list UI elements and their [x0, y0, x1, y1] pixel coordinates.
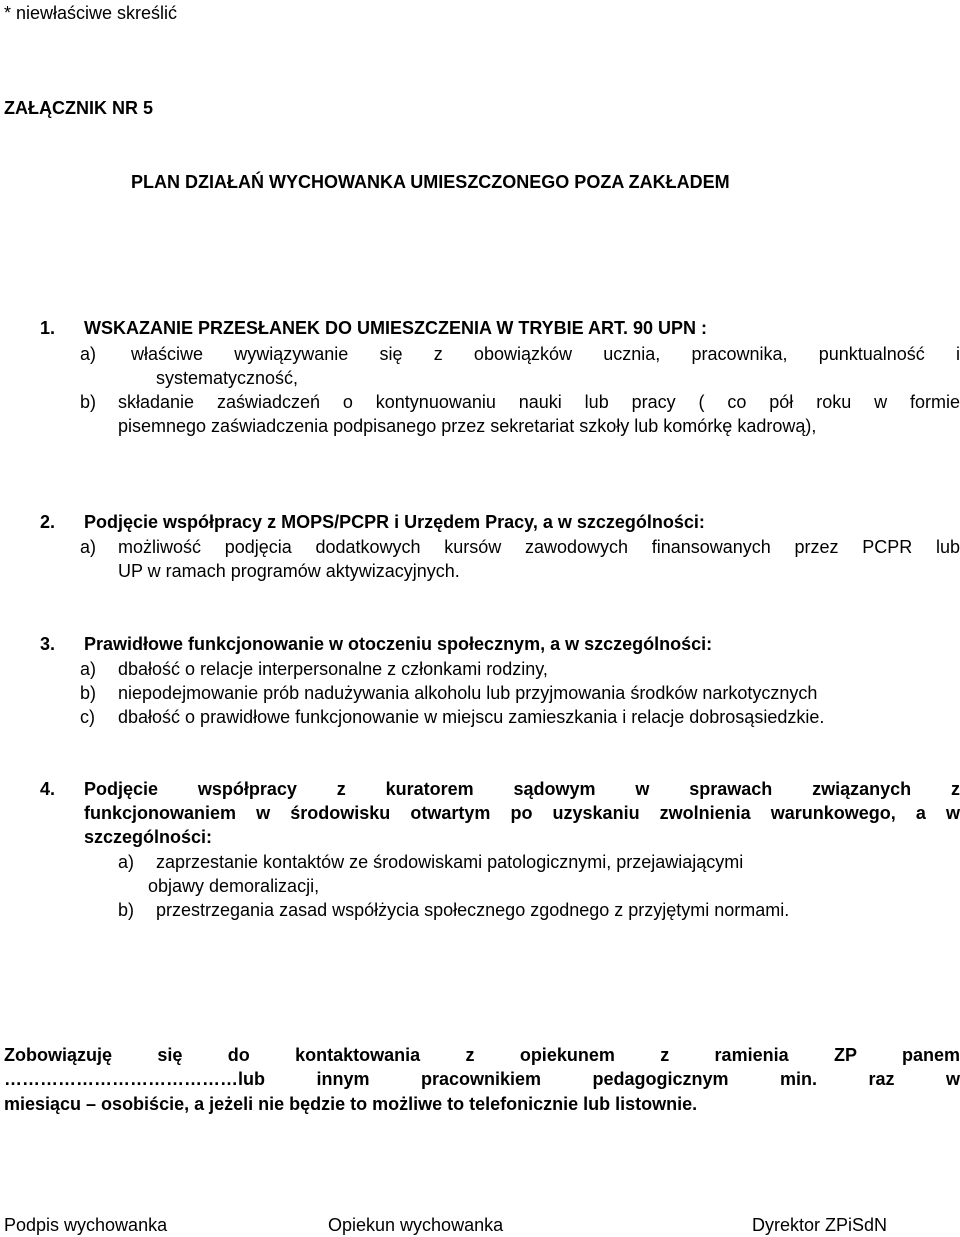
- section-2-item-a-line2: UP w ramach programów aktywizacyjnych.: [118, 561, 460, 581]
- section-2-heading: Podjęcie współpracy z MOPS/PCPR i Urzędem Pracy, a w szczególności:: [84, 512, 705, 532]
- section-3-number: 3.: [40, 634, 56, 654]
- section-3-item-a-label: a): [80, 659, 97, 679]
- section-4-heading-line3: szczególności:: [84, 827, 213, 847]
- section-3-item-b-label: b): [80, 683, 97, 703]
- section-4-item-b-text: przestrzegania zasad współżycia społecznego zgodnego z przyjętymi normami.: [156, 900, 790, 920]
- section-4-item-a-line1: zaprzestanie kontaktów ze środowiskami patologicznymi, przejawiającymi: [156, 852, 744, 872]
- section-1-item-a-line1: właściwe wywiązywanie się z obowiązków ucznia, pracownika, punktualność i: [131, 344, 960, 364]
- commitment-line1: Zobowiązuję się do kontaktowania z opiekunem z ramienia ZP panem: [4, 1045, 960, 1065]
- section-3-item-c-label: c): [80, 707, 95, 727]
- section-4-item-a-line2: objawy demoralizacji,: [148, 876, 320, 896]
- section-2-number: 2.: [40, 512, 56, 532]
- section-3-item-a-text: dbałość o relacje interpersonalne z członkami rodziny,: [118, 659, 548, 679]
- annex-label: ZAŁĄCZNIK NR 5: [4, 98, 153, 118]
- section-4-number: 4.: [40, 779, 56, 799]
- signature-director: Dyrektor ZPiSdN: [752, 1215, 888, 1235]
- section-1-item-b-line1: składanie zaświadczeń o kontynuowaniu nauki lub pracy ( co pół roku w formie: [118, 392, 960, 412]
- commitment-line2: …………………………………lub innym pracownikiem pedagogicznym min. raz w: [4, 1069, 960, 1089]
- commitment-line3: miesiącu – osobiście, a jeżeli nie będzie to możliwe to telefonicznie lub listownie.: [4, 1094, 698, 1114]
- signature-guardian: Opiekun wychowanka: [328, 1215, 504, 1235]
- section-1-item-a-label: a): [80, 344, 97, 364]
- section-4-item-a-label: a): [118, 852, 135, 872]
- section-1-item-a-line2: systematyczność,: [156, 368, 299, 388]
- section-3-heading: Prawidłowe funkcjonowanie w otoczeniu społecznym, a w szczególności:: [84, 634, 713, 654]
- section-3-item-b-text: niepodejmowanie prób nadużywania alkoholu lub przyjmowania środków narkotycznych: [118, 683, 818, 703]
- section-1-item-b-line2: pisemnego zaświadczenia podpisanego przez sekretariat szkoły lub komórkę kadrową),: [118, 416, 817, 436]
- section-4-heading-line1: Podjęcie współpracy z kuratorem sądowym w sprawach związanych z: [84, 779, 960, 799]
- section-1-heading: WSKAZANIE PRZESŁANEK DO UMIESZCZENIA W TRYBIE ART. 90 UPN :: [84, 318, 708, 338]
- signature-pupil: Podpis wychowanka: [4, 1215, 168, 1235]
- section-1-item-b-label: b): [80, 392, 97, 412]
- section-4-heading-line2: funkcjonowaniem w środowisku otwartym po uzyskaniu zwolnienia warunkowego, a w: [84, 803, 960, 823]
- footnote-note: * niewłaściwe skreślić: [4, 3, 178, 23]
- section-4-item-b-label: b): [118, 900, 135, 920]
- section-1-number: 1.: [40, 318, 56, 338]
- section-2-item-a-label: a): [80, 537, 97, 557]
- document-title: PLAN DZIAŁAŃ WYCHOWANKA UMIESZCZONEGO POZA ZAKŁADEM: [131, 172, 730, 192]
- section-2-item-a-line1: możliwość podjęcia dodatkowych kursów zawodowych finansowanych przez PCPR lub: [118, 537, 960, 557]
- section-3-item-c-text: dbałość o prawidłowe funkcjonowanie w miejscu zamieszkania i relacje dobrosąsiedzkie.: [118, 707, 825, 727]
